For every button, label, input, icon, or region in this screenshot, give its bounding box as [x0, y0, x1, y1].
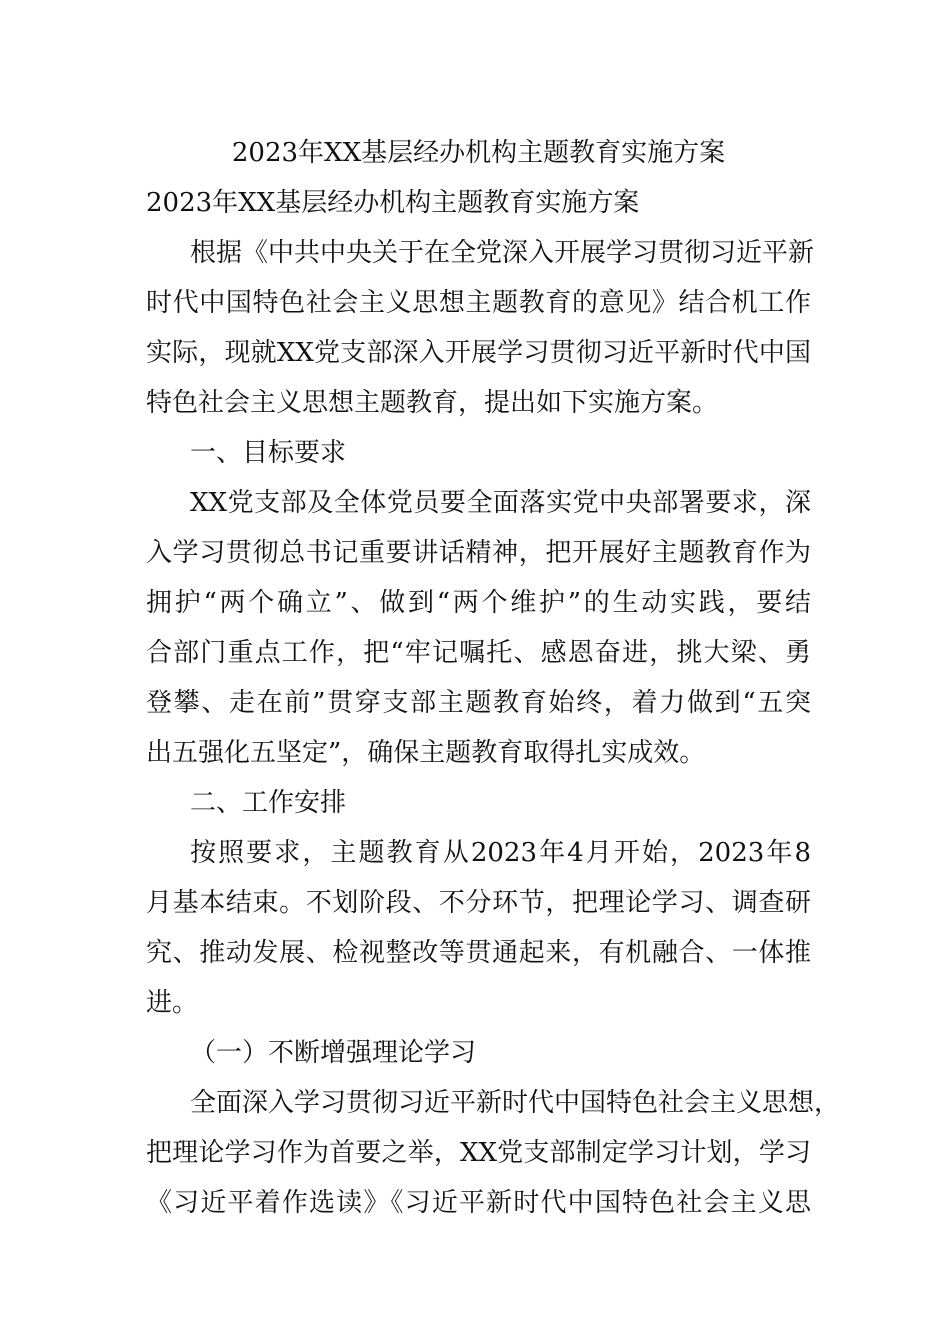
paragraph-arrangement	[146, 828, 811, 1028]
paragraph-line: 按照要求，主题教育从2023年4月开始，2023年8	[190, 838, 811, 868]
paragraph-theory	[146, 1078, 841, 1228]
paragraph-line: XX党支部及全体党员要全面落实党中央部署要求，深	[190, 488, 811, 518]
paragraph-line: 把理论学习作为首要之举，XX党支部制定学习计划，学习	[146, 1138, 811, 1168]
paragraph-line: 拥护“两个确立”、做到“两个维护”的生动实践，要结	[146, 588, 811, 618]
paragraph-line: 实际，现就XX党支部深入开展学习贯彻习近平新时代中国	[146, 338, 811, 368]
paragraph-line: 进。	[146, 988, 199, 1018]
paragraph-line: 根据《中共中央关于在全党深入开展学习贯彻习近平新	[190, 238, 815, 268]
paragraph-line: 《习近平着作选读》《习近平新时代中国特色社会主义思	[146, 1188, 811, 1218]
paragraph-line: 全面深入学习贯彻习近平新时代中国特色社会主义思想，	[190, 1088, 841, 1118]
document-subtitle: 2023年XX基层经办机构主题教育实施方案	[146, 188, 640, 218]
paragraph-line: 时代中国特色社会主义思想主题教育的意见》结合机工作	[146, 288, 811, 318]
section-heading-goals: 一、目标要求	[190, 438, 347, 468]
document-title: 2023年XX基层经办机构主题教育实施方案	[231, 138, 726, 168]
paragraph-line: 合部门重点工作，把“牢记嘱托、感恩奋进，挑大梁、勇	[146, 638, 811, 668]
paragraph-intro	[146, 228, 815, 428]
paragraph-line: 究、推动发展、检视整改等贯通起来，有机融合、一体推	[146, 938, 811, 968]
paragraph-goals	[146, 478, 811, 778]
paragraph-line: 出五强化五坚定”，确保主题教育取得扎实成效。	[146, 738, 706, 768]
paragraph-line: 登攀、走在前”贯穿支部主题教育始终，着力做到“五突	[146, 688, 811, 718]
subsection-heading-theory: （一）不断增强理论学习	[190, 1038, 477, 1068]
document-body	[146, 128, 841, 1228]
paragraph-line: 月基本结束。不划阶段、不分环节，把理论学习、调查研	[146, 888, 811, 918]
section-heading-arrangement: 二、工作安排	[190, 788, 347, 818]
paragraph-line: 入学习贯彻总书记重要讲话精神，把开展好主题教育作为	[146, 538, 811, 568]
paragraph-line: 特色社会主义思想主题教育，提出如下实施方案。	[146, 388, 719, 418]
